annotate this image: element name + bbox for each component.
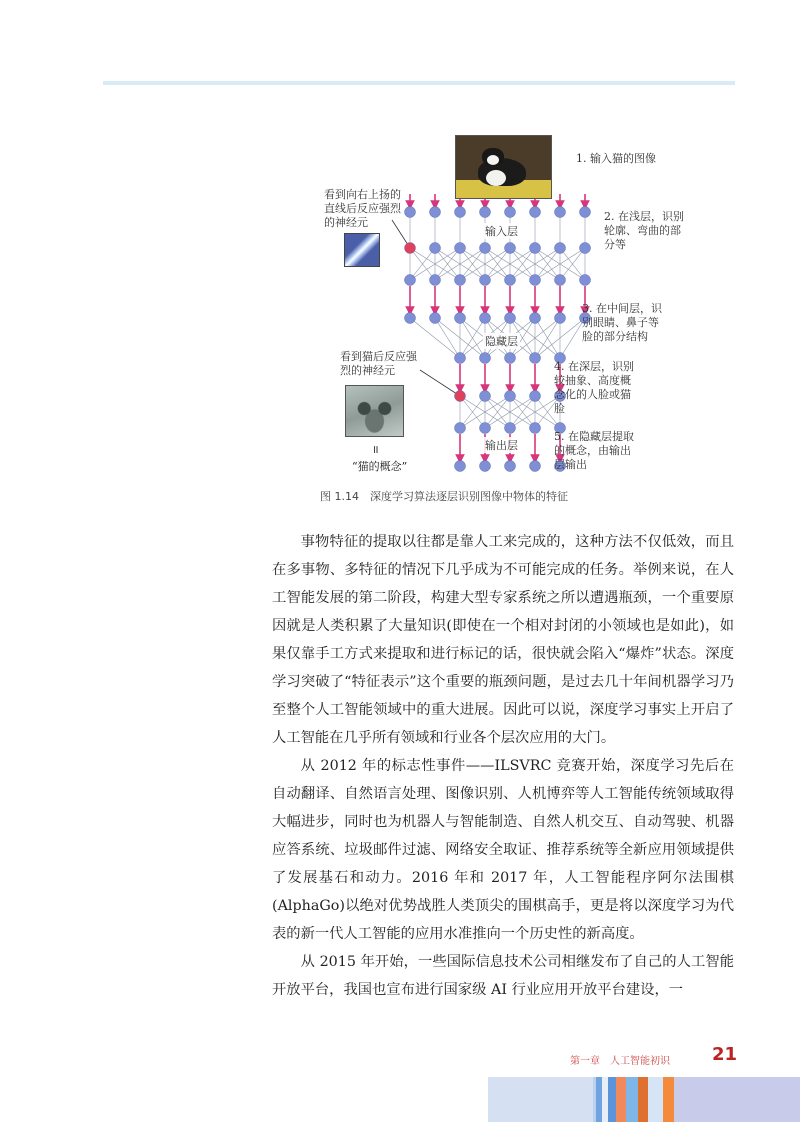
pointer-line <box>420 370 460 396</box>
neuron-node <box>405 243 416 254</box>
neuron-node <box>555 207 566 218</box>
neuron-node <box>505 243 516 254</box>
input-layer-label: 输入层 <box>485 225 518 238</box>
neuron-node <box>555 313 566 324</box>
neuron-node <box>530 353 541 364</box>
step-5-label: 5. 在隐藏层提取 的概念，由输出 层输出 <box>554 430 634 471</box>
neuron-node <box>555 275 566 286</box>
neuron-node <box>505 313 516 324</box>
neuron-node <box>505 423 516 434</box>
neuron-node <box>530 423 541 434</box>
neuron-node <box>430 275 441 286</box>
neuron-node <box>530 275 541 286</box>
connection-line <box>410 318 460 358</box>
neuron-node <box>455 313 466 324</box>
neuron-node <box>455 461 466 472</box>
body-text <box>272 528 734 1004</box>
neuron-node <box>580 243 591 254</box>
neuron-node <box>455 275 466 286</box>
paragraph: 事物特征的提取以往都是靠人工来完成的，这种方法不仅低效，而且在多事物、多特征的情况下几乎成为不可能完成的任务。举例来说，在人工智能发展的第二阶段，构建大型专家系统之所以遭遇瓶颈，一个重要原因就是人类积累了大量知识(即使在一个相对封闭的小领域也是如此)，如果仅靠手工方式来提取和进行标记的话，很快就会陷入“爆炸”状态。深度学习突破了“特征表示”这个重要的瓶颈问题，是过去几十年间机器学习乃至整个人工智能领域中的重大进展。因此可以说，深度学习事实上开启了人工智能在几乎所有领域和行业各个层次应用的大门。 <box>272 534 734 746</box>
cat-neuron-label: 看到猫后反应强 烈的神经元 <box>340 350 417 377</box>
neuron-node <box>480 391 491 402</box>
neuron-node <box>530 313 541 324</box>
neuron-node <box>555 243 566 254</box>
neuron-node <box>455 243 466 254</box>
neuron-node <box>505 207 516 218</box>
neuron-node <box>480 207 491 218</box>
footer-color-band <box>488 1077 800 1122</box>
chapter-title: 第一章 人工智能初识 <box>570 1056 670 1067</box>
page-number: 21 <box>712 1044 738 1065</box>
edge-feature-thumbnail <box>344 233 380 267</box>
output-layer-label: 输出层 <box>485 439 518 452</box>
neuron-node <box>530 207 541 218</box>
cat-concept-label: “猫的概念” <box>352 460 408 473</box>
header-rule <box>103 81 735 85</box>
step-3-label: 3. 在中间层，识 别眼睛、鼻子等 脸的部分结构 <box>582 302 662 343</box>
neuron-node <box>505 275 516 286</box>
paragraph: 从 2015 年开始，一些国际信息技术公司相继发布了自己的人工智能开放平台，我国也宣布进行国家级 AI 行业应用开放平台建设，一 <box>272 954 734 998</box>
neuron-node <box>455 353 466 364</box>
neuron-node <box>505 391 516 402</box>
connection-line <box>435 318 460 358</box>
neuron-node <box>530 461 541 472</box>
neuron-node <box>430 313 441 324</box>
neuron-node <box>405 275 416 286</box>
deep-learning-figure <box>300 130 720 480</box>
step-2-label: 2. 在浅层，识别 轮廓、弯曲的部 分等 <box>604 210 684 251</box>
cat-concept-thumbnail <box>345 385 404 437</box>
edge-neuron-label: 看到向右上扬的 直线后反应强烈 的神经元 <box>324 188 401 229</box>
neuron-node <box>505 461 516 472</box>
neuron-node <box>430 207 441 218</box>
neuron-node <box>430 243 441 254</box>
step-4-label: 4. 在深层，识别 较抽象、高度概 念化的人脸或猫 脸 <box>554 360 634 415</box>
figure-caption: 图 1.14 深度学习算法逐层识别图像中物体的特征 <box>320 490 568 503</box>
neuron-node <box>480 461 491 472</box>
neuron-node <box>530 243 541 254</box>
hidden-layer-label: 隐藏层 <box>485 335 518 348</box>
cat-input-image <box>455 135 552 199</box>
neuron-node <box>580 207 591 218</box>
neuron-node <box>480 275 491 286</box>
neuron-node <box>405 313 416 324</box>
neuron-node <box>480 313 491 324</box>
neuron-node <box>505 353 516 364</box>
neuron-node <box>530 391 541 402</box>
neuron-node <box>405 207 416 218</box>
neuron-node <box>455 423 466 434</box>
neuron-node <box>455 391 466 402</box>
equals-sign: ॥ <box>372 443 379 456</box>
step-1-label: 1. 输入猫的图像 <box>576 152 656 165</box>
paragraph: 从 2012 年的标志性事件——ILSVRC 竞赛开始，深度学习先后在自动翻译、自然语言处理、图像识别、人机博弈等人工智能传统领域取得大幅进步，同时也为机器人与智能制造、自然人机交互、自动驾驶、机器应答系统、垃圾邮件过滤、网络安全取证、推荐系统等全新应用领域提供了发展基石和动力。2016 年和 2017 年，人工智能程序阿尔法围棋(AlphaGo)以绝对优势战胜人类顶尖的围棋高手，更是将以深度学习为代表的新一代人工智能的应用水准推向一个历史性的新高度。 <box>272 758 734 942</box>
neuron-node <box>455 207 466 218</box>
neuron-node <box>480 423 491 434</box>
neuron-node <box>480 353 491 364</box>
neuron-node <box>580 275 591 286</box>
neuron-node <box>480 243 491 254</box>
